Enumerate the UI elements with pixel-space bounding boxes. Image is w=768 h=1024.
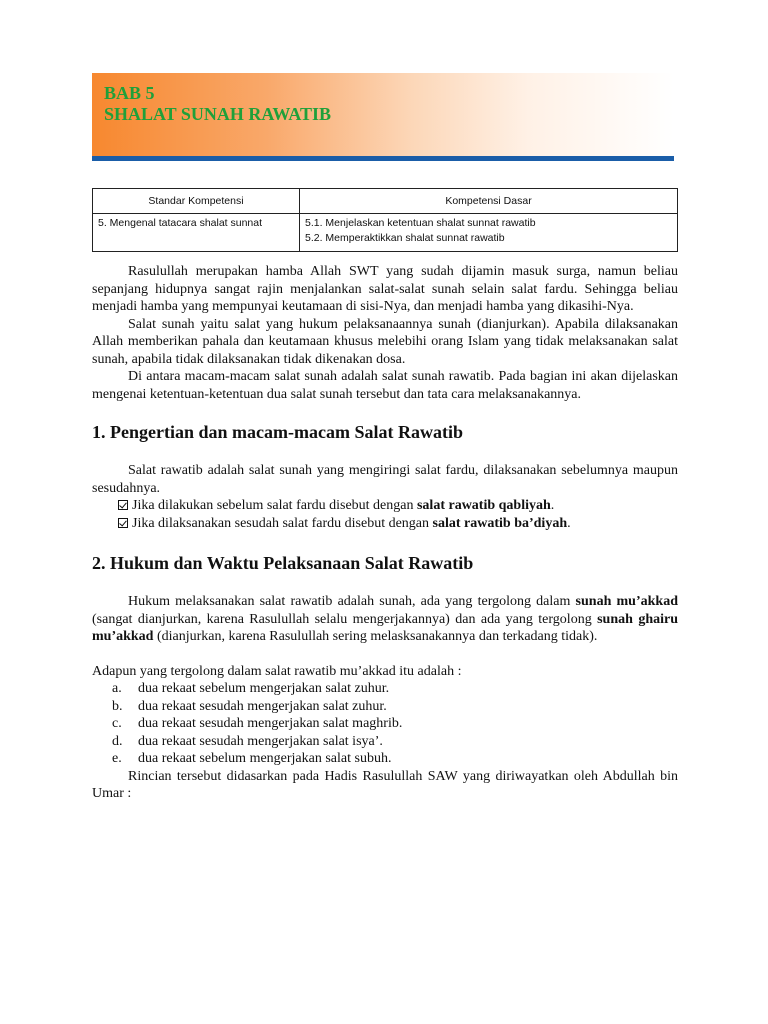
list-item: c. dua rekaat sesudah mengerjakan salat maghrib. xyxy=(112,716,403,731)
rawatib-list xyxy=(92,680,678,768)
intro-paragraph: Di antara macam-macam salat sunah adalah salat sunah rawatib. Pada bagian ini akan dijelaskan mengenai ketentuan-ketentuan dua salat sunah tersebut dan tata cara melaksanakannya. xyxy=(92,369,678,402)
section-paragraph: Salat rawatib adalah salat sunah yang mengiringi salat fardu, dilaksanakan sebelumnya maupun sesudahnya. xyxy=(92,463,678,496)
section-heading: 1. Pengertian dan macam-macam Salat Rawatib xyxy=(92,422,463,442)
dasar-item: 5.1. Menjelaskan ketentuan shalat sunnat rawatib xyxy=(305,217,536,229)
chapter-title xyxy=(104,83,331,125)
table-header-row xyxy=(93,189,678,214)
list-item: d. dua rekaat sesudah mengerjakan salat isya’. xyxy=(112,733,383,749)
closing-paragraph: Rincian tersebut didasarkan pada Hadis Rasulullah SAW yang diriwayatkan oleh Abdullah bin Umar : xyxy=(92,768,678,801)
competency-table xyxy=(92,188,678,252)
chapter-number: BAB 5 xyxy=(104,83,155,103)
table-row xyxy=(93,214,678,252)
chapter-header xyxy=(92,73,674,159)
intro-paragraph: Salat sunah yaitu salat yang hukum pelaksanaannya sunah (dianjurkan). Apabila dilaksanakan Allah memberikan pahala dan keutamaan khusus melebihi orang Islam yang tidak melaksanakan salat sunah, apabila tidak dilaksanakan tidak dikenakan dosa. xyxy=(92,316,678,367)
checkbox-checked-icon xyxy=(118,518,128,528)
document-body xyxy=(92,263,678,803)
list-item: Jika dilaksanakan sesudah salat fardu disebut dengan salat rawatib ba’diyah. xyxy=(118,515,678,533)
table-cell-standar: 5. Mengenal tatacara shalat sunnat xyxy=(93,214,300,252)
list-item: Jika dilakukan sebelum salat fardu disebut dengan salat rawatib qabliyah. xyxy=(118,497,678,515)
list-item: e. dua rekaat sebelum mengerjakan salat subuh. xyxy=(112,751,392,766)
section-heading: 2. Hukum dan Waktu Pelaksanaan Salat Rawatib xyxy=(92,553,474,573)
section-paragraph: Hukum melaksanakan salat rawatib adalah sunah, ada yang tergolong dalam sunah mu’akkad (sangat dianjurkan, karena Rasulullah selalu mengerjakannya) dan ada yang tergolong sunah ghairu mu’akkad (dianjurkan, karena Rasulullah sering melasksanakannya dan terkadang tidak). xyxy=(92,594,678,644)
chapter-name: SHALAT SUNAH RAWATIB xyxy=(104,104,332,124)
checkbox-checked-icon xyxy=(118,500,128,510)
list-item: b. dua rekaat sesudah mengerjakan salat zuhur. xyxy=(112,698,387,714)
list-intro: Adapun yang tergolong dalam salat rawatib mu’akkad itu adalah : xyxy=(92,663,462,679)
table-cell-dasar xyxy=(300,214,678,252)
table-header-standar: Standar Kompetensi xyxy=(93,189,300,214)
dasar-item: 5.2. Memperaktikkan shalat sunnat rawatib xyxy=(305,232,505,244)
intro-paragraph: Rasulullah merupakan hamba Allah SWT yang sudah dijamin masuk surga, namun beliau sepanjang hidupnya sangat rajin menjalankan salat-salat sunah selain salat fardu. Sehingga beliau menjadi hamba yang mempunyai keutamaan di sisi-Nya, dan menjadi hamba yang dikasihi-Nya. xyxy=(92,264,678,314)
checklist xyxy=(92,497,678,532)
table-header-dasar: Kompetensi Dasar xyxy=(300,189,678,214)
list-item: a. dua rekaat sebelum mengerjakan salat zuhur. xyxy=(112,681,390,696)
header-divider xyxy=(92,156,674,161)
